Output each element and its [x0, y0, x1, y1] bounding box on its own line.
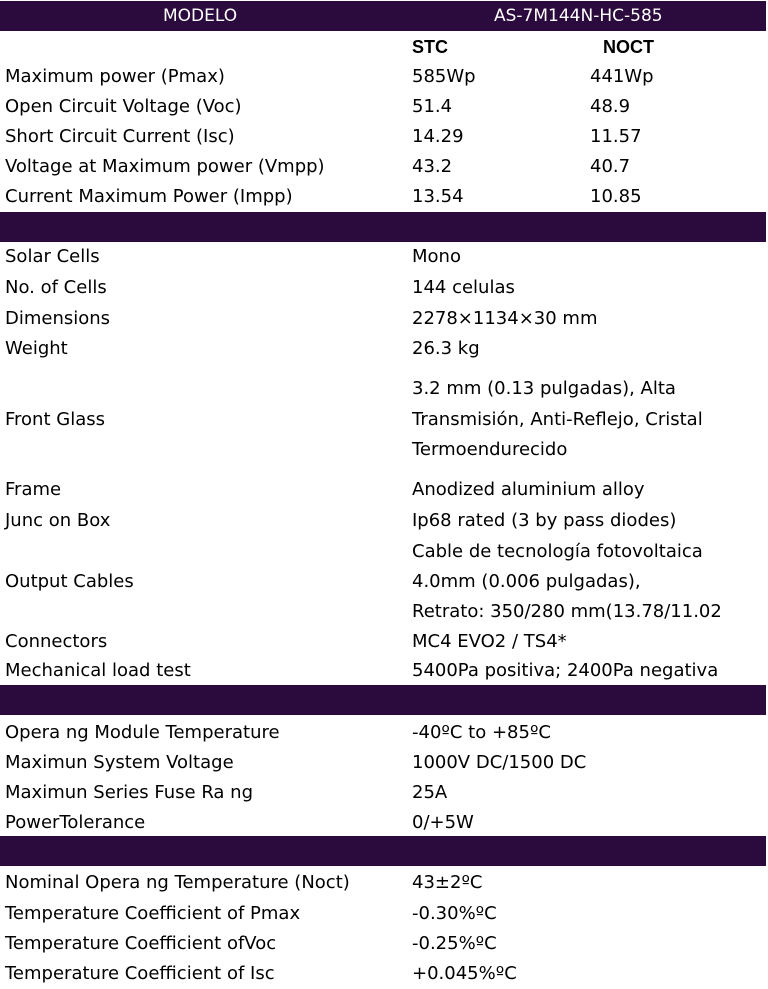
value-front-glass-line-3: Termoendurecido	[412, 439, 568, 460]
stc-value-impp: 13.54	[412, 186, 464, 207]
modelo-label: MODELO	[163, 6, 238, 26]
row-label-connectors: Connectors	[5, 631, 108, 652]
row-label-vmpp: Voltage at Maximum power (Vmpp)	[5, 156, 325, 177]
value-coef-isc: +0.045%ºC	[412, 963, 517, 984]
value-junction-box: Ip68 rated (3 by pass diodes)	[412, 510, 677, 531]
value-front-glass-line-1: 3.2 mm (0.13 pulgadas), Alta	[412, 378, 676, 399]
value-system-voltage: 1000V DC/1500 DC	[412, 752, 587, 773]
value-coef-pmax: -0.30%ºC	[412, 903, 497, 924]
row-label-noct-temp: Nominal Opera ng Temperature (Noct)	[5, 872, 350, 893]
row-label-dimensions: Dimensions	[5, 308, 111, 329]
row-label-impp: Current Maximum Power (Impp)	[5, 186, 293, 207]
row-label-voc: Open Circuit Voltage (Voc)	[5, 96, 242, 117]
row-label-coef-voc: Temperature Coefficient ofVoc	[5, 933, 277, 954]
model-name: AS-7M144N-HC-585	[494, 6, 663, 26]
noct-column-header: NOCT	[603, 37, 654, 57]
row-label-operating-temp: Opera ng Module Temperature	[5, 722, 280, 743]
row-label-pmax: Maximum power (Pmax)	[5, 66, 225, 87]
row-label-coef-isc: Temperature Coefficient of Isc	[5, 963, 275, 984]
value-dimensions: 2278×1134×30 mm	[412, 308, 598, 329]
row-label-weight: Weight	[5, 338, 68, 359]
value-weight: 26.3 kg	[412, 338, 480, 359]
stc-value-vmpp: 43.2	[412, 156, 453, 177]
noct-value-impp: 10.85	[590, 186, 642, 207]
value-front-glass-line-2: Transmisión, Anti-Reflejo, Cristal	[412, 409, 703, 430]
section-divider-bar	[0, 212, 766, 242]
row-label-power-tolerance: PowerTolerance	[5, 812, 146, 833]
value-operating-temp: -40ºC to +85ºC	[412, 722, 551, 743]
value-coef-voc: -0.25%ºC	[412, 933, 497, 954]
value-power-tolerance: 0/+5W	[412, 812, 474, 833]
row-label-frame: Frame	[5, 479, 62, 500]
row-label-solar-cells: Solar Cells	[5, 246, 100, 267]
row-label-junction-box: Junc on Box	[5, 510, 111, 531]
noct-value-isc: 11.57	[590, 126, 642, 147]
stc-value-isc: 14.29	[412, 126, 464, 147]
noct-value-vmpp: 40.7	[590, 156, 631, 177]
value-fuse-rating: 25A	[412, 782, 448, 803]
row-label-coef-pmax: Temperature Coefficient of Pmax	[5, 903, 301, 924]
stc-value-pmax: 585Wp	[412, 66, 476, 87]
value-num-cells: 144 celulas	[412, 277, 515, 298]
row-label-fuse-rating: Maximun Series Fuse Ra ng	[5, 782, 254, 803]
value-output-cables-line-2: 4.0mm (0.006 pulgadas),	[412, 571, 641, 592]
value-output-cables-line-1: Cable de tecnología fotovoltaica	[412, 541, 703, 562]
row-label-num-cells: No. of Cells	[5, 277, 107, 298]
noct-value-pmax: 441Wp	[590, 66, 654, 87]
value-noct-temp: 43±2ºC	[412, 872, 483, 893]
model-header-bar	[0, 1, 766, 31]
row-label-front-glass: Front Glass	[5, 409, 105, 430]
value-output-cables-line-3: Retrato: 350/280 mm(13.78/11.02	[412, 601, 722, 622]
section-divider-bar	[0, 836, 766, 866]
row-label-isc: Short Circuit Current (Isc)	[5, 126, 235, 147]
stc-value-voc: 51.4	[412, 96, 453, 117]
section-divider-bar	[0, 685, 766, 715]
stc-column-header: STC	[412, 37, 448, 57]
value-load-test: 5400Pa positiva; 2400Pa negativa	[412, 660, 719, 681]
value-solar-cells: Mono	[412, 246, 461, 267]
row-label-load-test: Mechanical load test	[5, 660, 191, 681]
row-label-output-cables: Output Cables	[5, 571, 134, 592]
value-connectors: MC4 EVO2 / TS4*	[412, 631, 567, 652]
noct-value-voc: 48.9	[590, 96, 631, 117]
row-label-system-voltage: Maximun System Voltage	[5, 752, 234, 773]
value-frame: Anodized aluminium alloy	[412, 479, 645, 500]
